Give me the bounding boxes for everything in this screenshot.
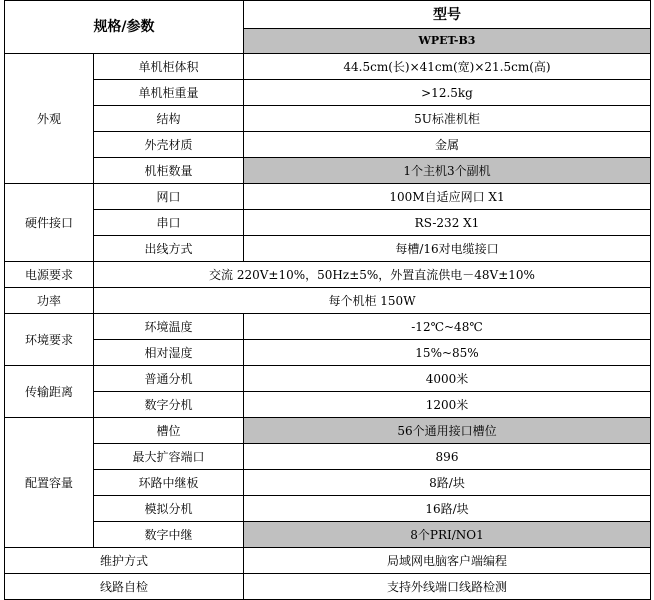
row-value: 44.5cm(长)×41cm(宽)×21.5cm(高) — [244, 54, 651, 80]
row-value: 15%~85% — [244, 340, 651, 366]
row-value: 5U标准机柜 — [244, 106, 651, 132]
group-hardware: 硬件接口 — [5, 184, 94, 262]
table-row — [5, 392, 651, 418]
row-label: 普通分机 — [94, 366, 244, 392]
table-row — [5, 548, 651, 574]
row-label: 网口 — [94, 184, 244, 210]
table-row — [5, 80, 651, 106]
header-row — [5, 1, 651, 29]
row-label: 单机柜重量 — [94, 80, 244, 106]
row-label: 槽位 — [94, 418, 244, 444]
table-row — [5, 262, 651, 288]
spec-table — [4, 0, 651, 600]
table-row — [5, 54, 651, 80]
group-distance: 传输距离 — [5, 366, 94, 418]
row-label: 单机柜体积 — [94, 54, 244, 80]
row-value: 4000米 — [244, 366, 651, 392]
row-value: 896 — [244, 444, 651, 470]
spec-header: 规格/参数 — [5, 1, 244, 54]
loopcheck-label: 线路自检 — [5, 574, 244, 600]
table-row — [5, 340, 651, 366]
table-row — [5, 522, 651, 548]
row-label: 模拟分机 — [94, 496, 244, 522]
row-label: 相对湿度 — [94, 340, 244, 366]
row-value: RS-232 X1 — [244, 210, 651, 236]
row-value: 局域网电脑客户端编程 — [244, 548, 651, 574]
row-value: 16路/块 — [244, 496, 651, 522]
row-value: 支持外线端口线路检测 — [244, 574, 651, 600]
row-value: 56个通用接口槽位 — [244, 418, 651, 444]
table-row — [5, 418, 651, 444]
table-row — [5, 444, 651, 470]
table-row — [5, 184, 651, 210]
model-header: 型号 — [244, 1, 651, 29]
table-row — [5, 210, 651, 236]
row-label: 数字中继 — [94, 522, 244, 548]
table-row — [5, 574, 651, 600]
table-row — [5, 106, 651, 132]
table-row — [5, 366, 651, 392]
row-value: -12℃~48℃ — [244, 314, 651, 340]
row-label: 机柜数量 — [94, 158, 244, 184]
table-row — [5, 236, 651, 262]
row-value: 金属 — [244, 132, 651, 158]
group-environment: 环境要求 — [5, 314, 94, 366]
row-label: 最大扩容端口 — [94, 444, 244, 470]
row-label: 结构 — [94, 106, 244, 132]
row-value: 交流 220V±10%，50Hz±5%，外置直流供电－48V±10% — [94, 262, 651, 288]
row-value: 1200米 — [244, 392, 651, 418]
row-value: >12.5kg — [244, 80, 651, 106]
maintenance-label: 维护方式 — [5, 548, 244, 574]
table-row — [5, 288, 651, 314]
table-row — [5, 314, 651, 340]
row-label: 环境温度 — [94, 314, 244, 340]
table-row — [5, 132, 651, 158]
row-value: 100M自适应网口 X1 — [244, 184, 651, 210]
row-label: 串口 — [94, 210, 244, 236]
table-row — [5, 470, 651, 496]
row-value: 8个PRI/NO1 — [244, 522, 651, 548]
group-power: 电源要求 — [5, 262, 94, 288]
row-value: 每个机柜 150W — [94, 288, 651, 314]
row-value: 1个主机3个副机 — [244, 158, 651, 184]
row-value: 每槽/16对电缆接口 — [244, 236, 651, 262]
row-label: 外壳材质 — [94, 132, 244, 158]
group-appearance: 外观 — [5, 54, 94, 184]
group-wattage: 功率 — [5, 288, 94, 314]
table-row — [5, 496, 651, 522]
group-capacity: 配置容量 — [5, 418, 94, 548]
model-value: WPET-B3 — [244, 29, 651, 54]
row-label: 出线方式 — [94, 236, 244, 262]
row-value: 8路/块 — [244, 470, 651, 496]
row-label: 数字分机 — [94, 392, 244, 418]
row-label: 环路中继板 — [94, 470, 244, 496]
table-row — [5, 158, 651, 184]
